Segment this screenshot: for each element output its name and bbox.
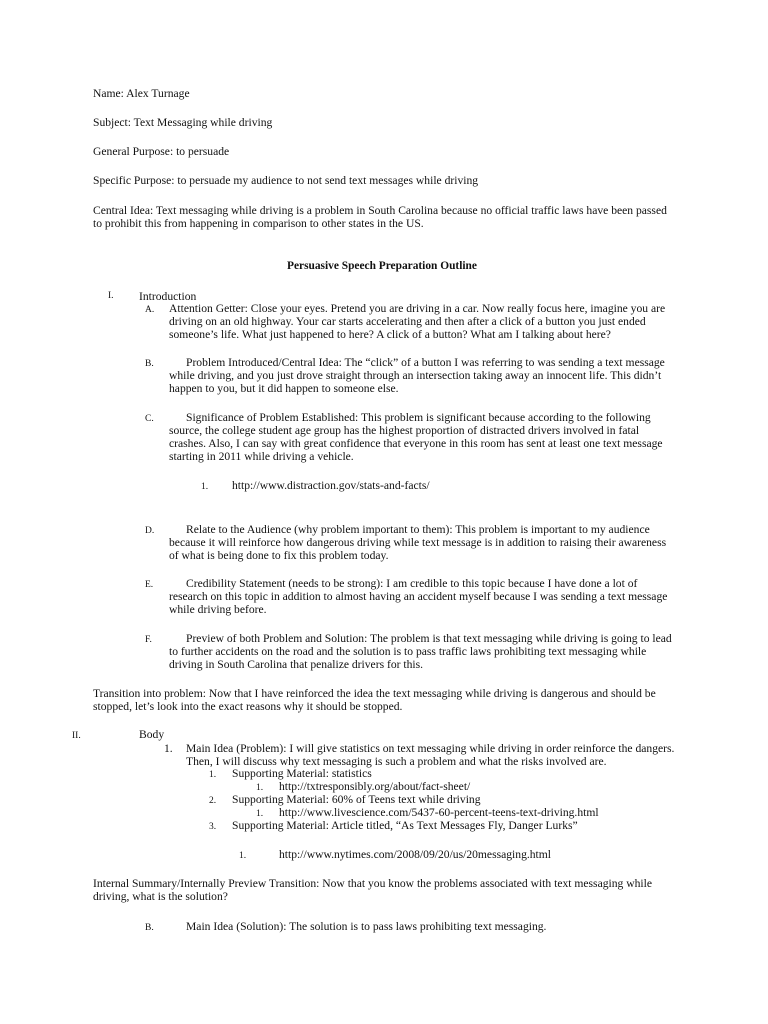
intro-b-line: happen to you, but it did happen to someone else. — [169, 382, 399, 395]
intro-c-source-marker: 1. — [201, 482, 209, 492]
general-purpose-line: General Purpose: to persuade — [93, 145, 230, 158]
intro-f-marker: F. — [145, 635, 152, 645]
main1-line-1: Main Idea (Problem): I will give statistics on text messaging while driving in order reinforce the dangers. — [186, 742, 675, 755]
support-1-marker: 1. — [209, 770, 217, 780]
intro-e-marker: E. — [145, 580, 154, 590]
transition-line-1: Transition into problem: Now that I have reinforced the idea the text messaging while driving is dangerous and should be — [93, 687, 656, 700]
intro-a-line: someone’s life. What just happened to here? A click of a button? What am I talking about here? — [169, 328, 611, 341]
intro-f-line: Preview of both Problem and Solution: The problem is that text messaging while driving is going to lead — [186, 632, 672, 645]
solution-marker: B. — [145, 923, 154, 933]
intro-a-line: driving on an old highway. Your car starts accelerating and then after a click of a button you just ended — [169, 315, 646, 328]
intro-f-line: driving in South Carolina that penalize drivers for this. — [169, 658, 424, 671]
transition-line-2: stopped, let’s look into the exact reasons why it should be stopped. — [93, 700, 403, 713]
intro-c-line: crashes. Also, I can say with great confidence that everyone in this room has sent at least one text message — [169, 437, 663, 450]
main1-line-2: Then, I will discuss why text messaging is such a problem and what the risks involved are. — [186, 755, 607, 768]
support-3-sub-marker: 1. — [239, 851, 247, 861]
support-1-sub-marker: 1. — [256, 783, 264, 793]
body-heading: Body — [139, 728, 165, 741]
intro-f-line: to further accidents on the road and the solution is to pass traffic laws prohibiting text messaging while — [169, 645, 647, 658]
intro-e-line: while driving before. — [169, 603, 267, 616]
intro-e-line: research on this topic in addition to almost having an accident myself because I was sending a text message — [169, 590, 668, 603]
support-1-text: Supporting Material: statistics — [232, 767, 372, 780]
subject-line: Subject: Text Messaging while driving — [93, 116, 273, 129]
intro-d-line: of what is being done to fix this problem today. — [169, 549, 389, 562]
central-idea-line-1: Central Idea: Text messaging while driving is a problem in South Carolina because no official traffic laws have been passed — [93, 204, 667, 217]
intro-b-marker: B. — [145, 359, 154, 369]
intro-a-marker: A. — [145, 305, 155, 315]
intro-d-marker: D. — [145, 526, 155, 536]
outline-title: Persuasive Speech Preparation Outline — [287, 260, 477, 272]
body-marker: II. — [72, 731, 81, 741]
support-2-text: Supporting Material: 60% of Teens text while driving — [232, 793, 481, 806]
internal-summary-line-1: Internal Summary/Internally Preview Transition: Now that you know the problems associated with text messaging while — [93, 877, 652, 890]
intro-b-line: while driving, and you just drove straight through an intersection taking away an innocent life. This didn’t — [169, 369, 662, 382]
intro-c-marker: C. — [145, 414, 154, 424]
support-2-link: http://www.livescience.com/5437-60-percent-teens-text-driving.html — [279, 806, 599, 819]
intro-b-line: Problem Introduced/Central Idea: The “click” of a button I was referring to was sending a text message — [186, 356, 665, 369]
intro-c-line: starting in 2011 while driving a vehicle. — [169, 450, 354, 463]
intro-a-line: Attention Getter: Close your eyes. Pretend you are driving in a car. Now really focus here, imagine you are — [169, 302, 666, 315]
support-2-sub-marker: 1. — [256, 809, 264, 819]
support-3-text: Supporting Material: Article titled, “As Text Messages Fly, Danger Lurks” — [232, 819, 578, 832]
intro-c-source-link: http://www.distraction.gov/stats-and-facts/ — [232, 479, 430, 492]
intro-e-line: Credibility Statement (needs to be strong): I am credible to this topic because I have done a lot of — [186, 577, 638, 590]
intro-heading: Introduction — [139, 290, 197, 303]
internal-summary-line-2: driving, what is the solution? — [93, 890, 228, 903]
support-3-marker: 3. — [209, 822, 217, 832]
support-3-link: http://www.nytimes.com/2008/09/20/us/20messaging.html — [279, 848, 552, 861]
intro-d-line: because it will reinforce how dangerous driving while text message is in addition to raising their awareness — [169, 536, 667, 549]
intro-d-line: Relate to the Audience (why problem important to them): This problem is important to my audience — [186, 523, 650, 536]
support-1-link: http://txtresponsibly.org/about/fact-sheet/ — [279, 780, 471, 793]
specific-purpose-line: Specific Purpose: to persuade my audience to not send text messages while driving — [93, 174, 479, 187]
main1-marker: 1. — [164, 742, 173, 755]
intro-c-line: Significance of Problem Established: This problem is significant because according to the following — [186, 411, 651, 424]
support-2-marker: 2. — [209, 796, 217, 806]
solution-line: Main Idea (Solution): The solution is to pass laws prohibiting text messaging. — [186, 920, 547, 933]
intro-c-line: source, the college student age group has the highest proportion of distracted drivers involved in fatal — [169, 424, 640, 437]
name-line: Name: Alex Turnage — [93, 87, 190, 100]
intro-marker: I. — [108, 291, 114, 301]
central-idea-line-2: to prohibit this from happening in comparison to other states in the US. — [93, 217, 424, 230]
